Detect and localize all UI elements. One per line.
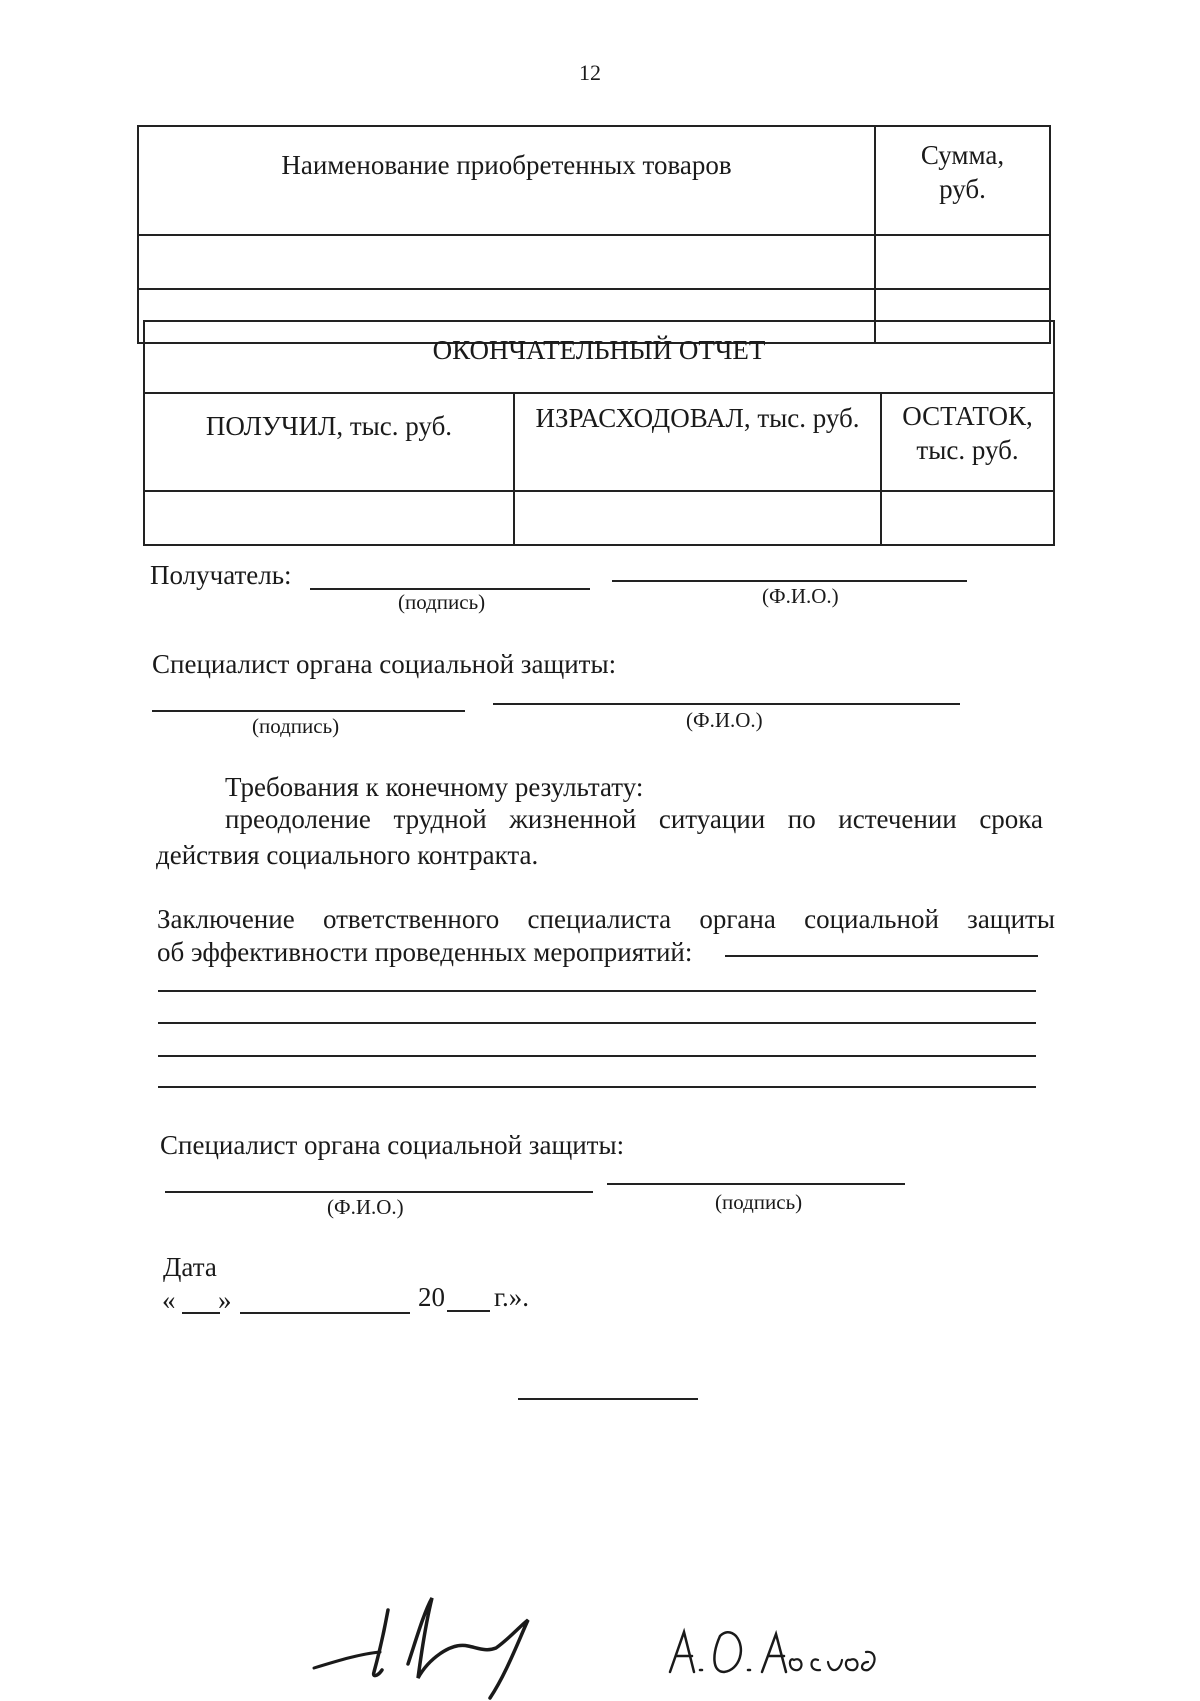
requirements-text-line2: действия социального контракта. <box>156 840 539 870</box>
date-day-line[interactable] <box>182 1312 220 1314</box>
conclusion-input-line[interactable] <box>158 1086 1036 1088</box>
final-report-title: ОКОНЧАТЕЛЬНЫЙ ОТЧЕТ <box>144 321 1054 393</box>
specialist-name-caption: (Ф.И.О.) <box>686 708 763 732</box>
recipient-name-caption: (Ф.И.О.) <box>762 584 839 608</box>
specialist-name-line[interactable] <box>493 703 960 705</box>
goods-sum-cell[interactable] <box>875 235 1050 289</box>
date-month-line[interactable] <box>240 1312 410 1314</box>
table-row <box>144 491 1054 545</box>
specialist-signature-caption: (подпись) <box>252 714 340 738</box>
date-year-prefix: 20 <box>418 1282 445 1312</box>
date-year-line[interactable] <box>447 1310 490 1312</box>
recipient-name-line[interactable] <box>612 580 967 582</box>
specialist-name-line[interactable] <box>165 1191 593 1193</box>
signature-printed-name <box>670 1632 875 1672</box>
spent-header: ИЗРАСХОДОВАЛ, тыс. руб. <box>514 393 881 491</box>
conclusion-input-line[interactable] <box>158 990 1036 992</box>
conclusion-input-line[interactable] <box>158 1022 1036 1024</box>
date-open-quote: « <box>162 1285 176 1315</box>
received-header: ПОЛУЧИЛ, тыс. руб. <box>144 393 514 491</box>
specialist-label: Специалист органа социальной защиты: <box>152 649 617 679</box>
final-report-header <box>144 393 1054 491</box>
received-cell[interactable] <box>144 491 514 545</box>
conclusion-input-line[interactable] <box>158 1055 1036 1057</box>
requirements-text-line1: преодоление трудной жизненной ситуации по истечении срока <box>225 804 1043 834</box>
goods-name-header: Наименование приобретенных товаров <box>138 126 875 235</box>
conclusion-input-line[interactable] <box>725 955 1038 957</box>
conclusion-text-line1: Заключение ответственного специалиста органа социальной защиты <box>157 904 1055 934</box>
goods-name-cell[interactable] <box>138 235 875 289</box>
handwritten-signature <box>300 1590 900 1700</box>
date-label: Дата <box>163 1252 217 1282</box>
conclusion-text-line2: об эффективности проведенных мероприятий: <box>157 937 693 967</box>
specialist-signature-line[interactable] <box>152 710 465 712</box>
goods-sum-header: Сумма, руб. <box>875 126 1050 235</box>
date-suffix: г.». <box>494 1282 530 1312</box>
page-number: 12 <box>579 60 601 85</box>
recipient-signature-caption: (подпись) <box>398 590 486 614</box>
specialist-name-caption: (Ф.И.О.) <box>327 1195 404 1219</box>
specialist-signature-line[interactable] <box>607 1183 905 1185</box>
closing-divider <box>518 1398 698 1400</box>
specialist-label: Специалист органа социальной защиты: <box>160 1130 625 1160</box>
remainder-cell[interactable] <box>881 491 1054 545</box>
recipient-label: Получатель: <box>150 560 292 590</box>
requirements-heading: Требования к конечному результату: <box>225 772 644 802</box>
goods-table <box>137 125 1051 344</box>
date-close-quote: » <box>218 1285 232 1315</box>
spent-cell[interactable] <box>514 491 881 545</box>
table-row <box>138 235 1050 289</box>
final-report-table <box>143 320 1055 546</box>
specialist-signature-caption: (подпись) <box>715 1190 803 1214</box>
remainder-header: ОСТАТОК, тыс. руб. <box>881 393 1054 491</box>
goods-table-header <box>138 126 1050 235</box>
